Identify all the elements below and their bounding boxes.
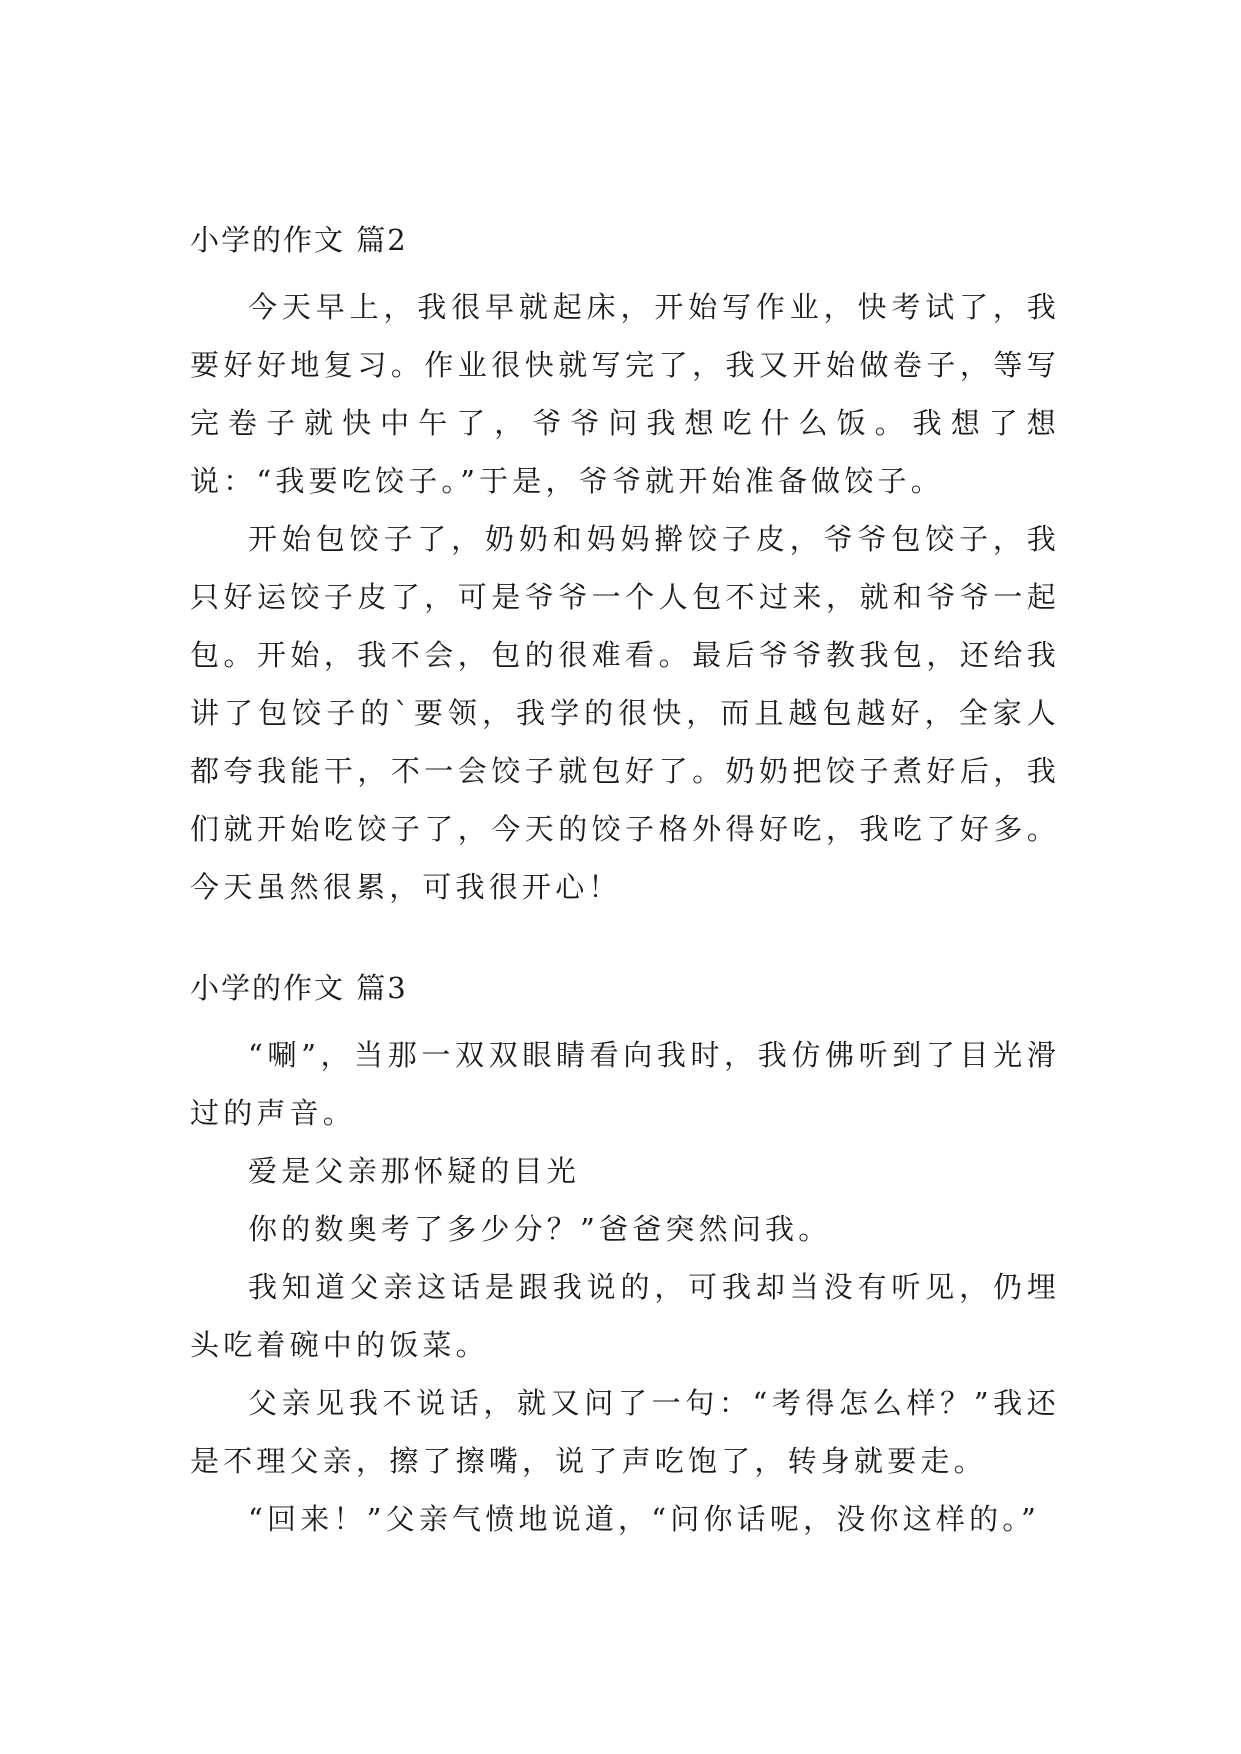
paragraph: 今天早上，我很早就起床，开始写作业，快考试了，我要好好地复习。作业很快就写完了，我又开始做卷子，等写完卷子就快中午了，爷爷问我想吃什么饭。我想了想说：“我要吃饺子。”于是，爷爷就开始准备做饺子。 [190,290,1060,498]
paragraph: 爱是父亲那怀疑的目光 [248,1154,581,1188]
paragraph: “唰”，当那一双双眼睛看向我时，我仿佛听到了目光滑过的声音。 [190,1038,1060,1130]
essay-section-2 [190,220,1060,916]
essay-section-3 [190,968,1060,1548]
paragraph: 我知道父亲这话是跟我说的，可我却当没有听见，仍埋头吃着碗中的饭菜。 [190,1270,1060,1362]
paragraph: 开始包饺子了，奶奶和妈妈擀饺子皮，爷爷包饺子，我只好运饺子皮了，可是爷爷一个人包不过来，就和爷爷一起包。开始，我不会，包的很难看。最后爷爷教我包，还给我讲了包饺子的`要领，我学的很快，而且越包越好，全家人都夸我能干，不一会饺子就包好了。奶奶把饺子煮好后，我们就开始吃饺子了，今天的饺子格外得好吃，我吃了好多。今天虽然很累，可我很开心！ [190,522,1060,904]
section-heading: 小学的作文 篇2 [190,223,408,257]
paragraph: 父亲见我不说话，就又问了一句：“考得怎么样？”我还是不理父亲，擦了擦嘴，说了声吃饱了，转身就要走。 [190,1386,1060,1478]
section-heading: 小学的作文 篇3 [190,971,408,1005]
paragraph: “回来！”父亲气愤地说道，“问你话呢，没你这样的。” [248,1502,1041,1536]
paragraph: 你的数奥考了多少分？”爸爸突然问我。 [248,1212,832,1246]
